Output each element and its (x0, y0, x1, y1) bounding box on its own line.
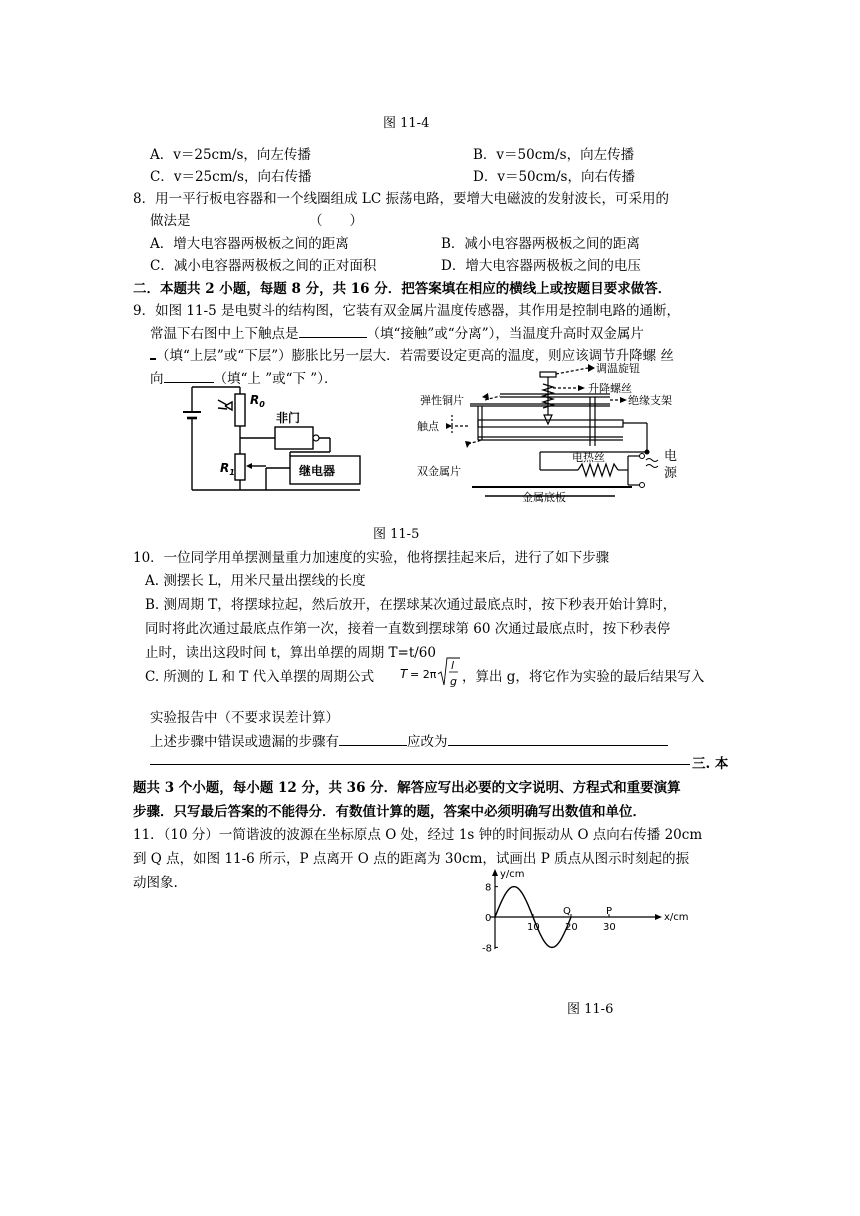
power-label-1: 电 (664, 449, 678, 464)
x-axis-label: x/cm (664, 912, 689, 923)
x-tick-label: 30 (603, 922, 616, 933)
y-axis-label: y/cm (500, 869, 525, 880)
q11-line3: 动图象. (133, 875, 178, 891)
pendulum-formula (398, 655, 460, 693)
bimetal-label: 双金属片 (417, 465, 461, 478)
q10-blank-correction-line2[interactable] (150, 752, 690, 765)
q10-answer-text-b: 应改为 (407, 734, 448, 750)
r1-label: R (220, 461, 230, 475)
spring-copper-label: 弹性铜片 (420, 394, 464, 407)
q10-step-c-line1b: ，算出 g，将它作为实验的最后结果写入 (462, 669, 705, 685)
q10-blank-steps[interactable] (339, 731, 407, 746)
q7-option-b: B．v＝50cm/s，向左传播 (473, 147, 635, 163)
q8-option-d: D．增大电容器两极板之间的电压 (441, 258, 641, 274)
q7-option-d: D．v＝50cm/s，向右传播 (473, 169, 635, 185)
q8-option-b: B．减小电容器两极板之间的距离 (441, 236, 640, 252)
section-3-heading-line2: 题共 3 个小题，每小题 12 分，共 36 分．解答应写出必要的文字说明、方程式和重要演算 (133, 780, 681, 796)
r0-subscript: 0 (259, 400, 265, 409)
section-3-heading-start: 三. 本 (692, 756, 729, 772)
knob-label: 调温旋钮 (596, 362, 640, 375)
q9-blank-3[interactable] (164, 368, 214, 383)
q11-line2: 到 Q 点，如图 11-6 所示，P 点离开 O 点的距离为 30cm，试画出 P 质点从图示时刻起的振 (133, 851, 690, 867)
q10-answer-text-a: 上述步骤中错误或遗漏的步骤有 (150, 734, 339, 750)
heater-label: 电热丝 (572, 451, 605, 464)
q7-option-a: A．v＝25cm/s，向左传播 (150, 147, 311, 163)
q8-option-a: A．增大电容器两极板之间的距离 (150, 236, 349, 252)
not-gate-label: 非门 (276, 411, 301, 425)
q9-line3-text: （填“上层”或“下层”）膨胀比另一层大．若需要设定更高的温度，则应该调节升降螺 丝 (156, 348, 674, 364)
q9-blank-1[interactable] (299, 323, 367, 338)
electric-iron-structure-diagram (410, 360, 705, 505)
y-axis-arrow (492, 869, 498, 876)
formula-eq: = 2π (410, 668, 437, 681)
formula-l: l (451, 659, 455, 672)
point-q-label: Q (563, 906, 571, 917)
q10-step-c-line2: 实验报告中（不要求误差计算） (150, 710, 339, 726)
y-tick-label: -8 (482, 943, 492, 955)
q10-step-b-line1: B. 测周期 T，将摆球拉起，然后放开，在摆球某次通过最底点时，按下秒表开始计算时， (145, 597, 677, 613)
formula-t: T (400, 667, 408, 681)
section-2-heading: 二．本题共 2 小题，每题 8 分，共 16 分．把答案填在相应的横线上或按题目要求做答． (133, 281, 672, 297)
q9-line1: 9．如图 11-5 是电熨斗的结构图，它装有双金属片温度传感器，其作用是控制电路的通断， (133, 303, 680, 319)
q10-step-a: A. 测摆长 L，用米尺量出摆线的长度 (145, 573, 366, 589)
q9-line2 (150, 322, 644, 342)
q10-step-c-line1a: C. 所测的 L 和 T 代入单摆的周期公式 (145, 669, 375, 685)
y-tick-label: 8 (485, 882, 492, 894)
relay-label: 继电器 (299, 464, 336, 478)
q8-option-c: C．减小电容器两极板之间的正对面积 (150, 258, 377, 274)
q9-line2-text-a: 常温下右图中上下触点是 (150, 326, 299, 342)
x-axis-arrow (655, 914, 662, 920)
power-label-2: 源 (664, 466, 678, 481)
wave-chart (470, 867, 695, 967)
contact-label: 触点 (417, 420, 439, 433)
x-tick-label: 10 (527, 922, 540, 933)
fig-11-4-caption: 图 11-4 (383, 116, 430, 131)
section-3-heading-line3: 步骤．只写最后答案的不能得分．有数值计算的题，答案中必须明确写出数值和单位． (133, 804, 646, 820)
q10-stem: 10．一位同学用单摆测量重力加速度的实验，他将摆挂起来后，进行了如下步骤 (133, 550, 610, 566)
formula-g: g (450, 675, 457, 688)
point-p-label: P (606, 906, 613, 917)
y-tick-label: 0 (485, 913, 492, 924)
q8-stem-line2: 做法是 (150, 213, 191, 229)
q11-line1: 11．（10 分）一简谐波的波源在坐标原点 O 处，经过 1s 钟的时间振动从 O 点向右传播 20cm (133, 827, 703, 843)
q8-answer-paren: （ ） (309, 213, 363, 229)
r0-label: R (250, 393, 260, 407)
q7-option-c: C．v＝25cm/s，向右传播 (150, 169, 312, 185)
q9-line4-text-a: 向 (150, 371, 164, 387)
x-tick-label: 20 (565, 922, 578, 933)
insulator-label: 绝缘支架 (628, 394, 672, 407)
relay-circuit-diagram (180, 382, 370, 497)
svg-text:R1 (220, 461, 235, 477)
fig-11-5-caption: 图 11-5 (373, 527, 420, 542)
q9-line4-text-b: （填“上 ”或“下 ”）． (213, 371, 338, 387)
q8-stem-line1: 8．用一平行板电容器和一个线圈组成 LC 振荡电路，要增大电磁波的发射波长，可采用的 (133, 191, 669, 207)
fig-11-6-caption: 图 11-6 (567, 1002, 614, 1017)
q10-blank-correction[interactable] (448, 731, 668, 746)
q10-step-b-line2: 同时将此次通过最底点作第一次，接着一直数到摆球第 60 次通过最底点时，按下秒表停 (145, 621, 671, 637)
base-plate-label: 金属底板 (522, 491, 566, 504)
q10-step-b-line3: 止时，读出这段时间 t，算出单摆的周期 T=t/60 (145, 645, 436, 661)
r1-subscript: 1 (229, 468, 235, 477)
screw-label: 升降螺丝 (588, 382, 632, 395)
svg-text:R0 (250, 393, 265, 409)
q9-line2-text-b: （填“接触”或“分离”），当温度升高时双金属片 (366, 326, 644, 342)
q10-answer-line (150, 730, 668, 750)
